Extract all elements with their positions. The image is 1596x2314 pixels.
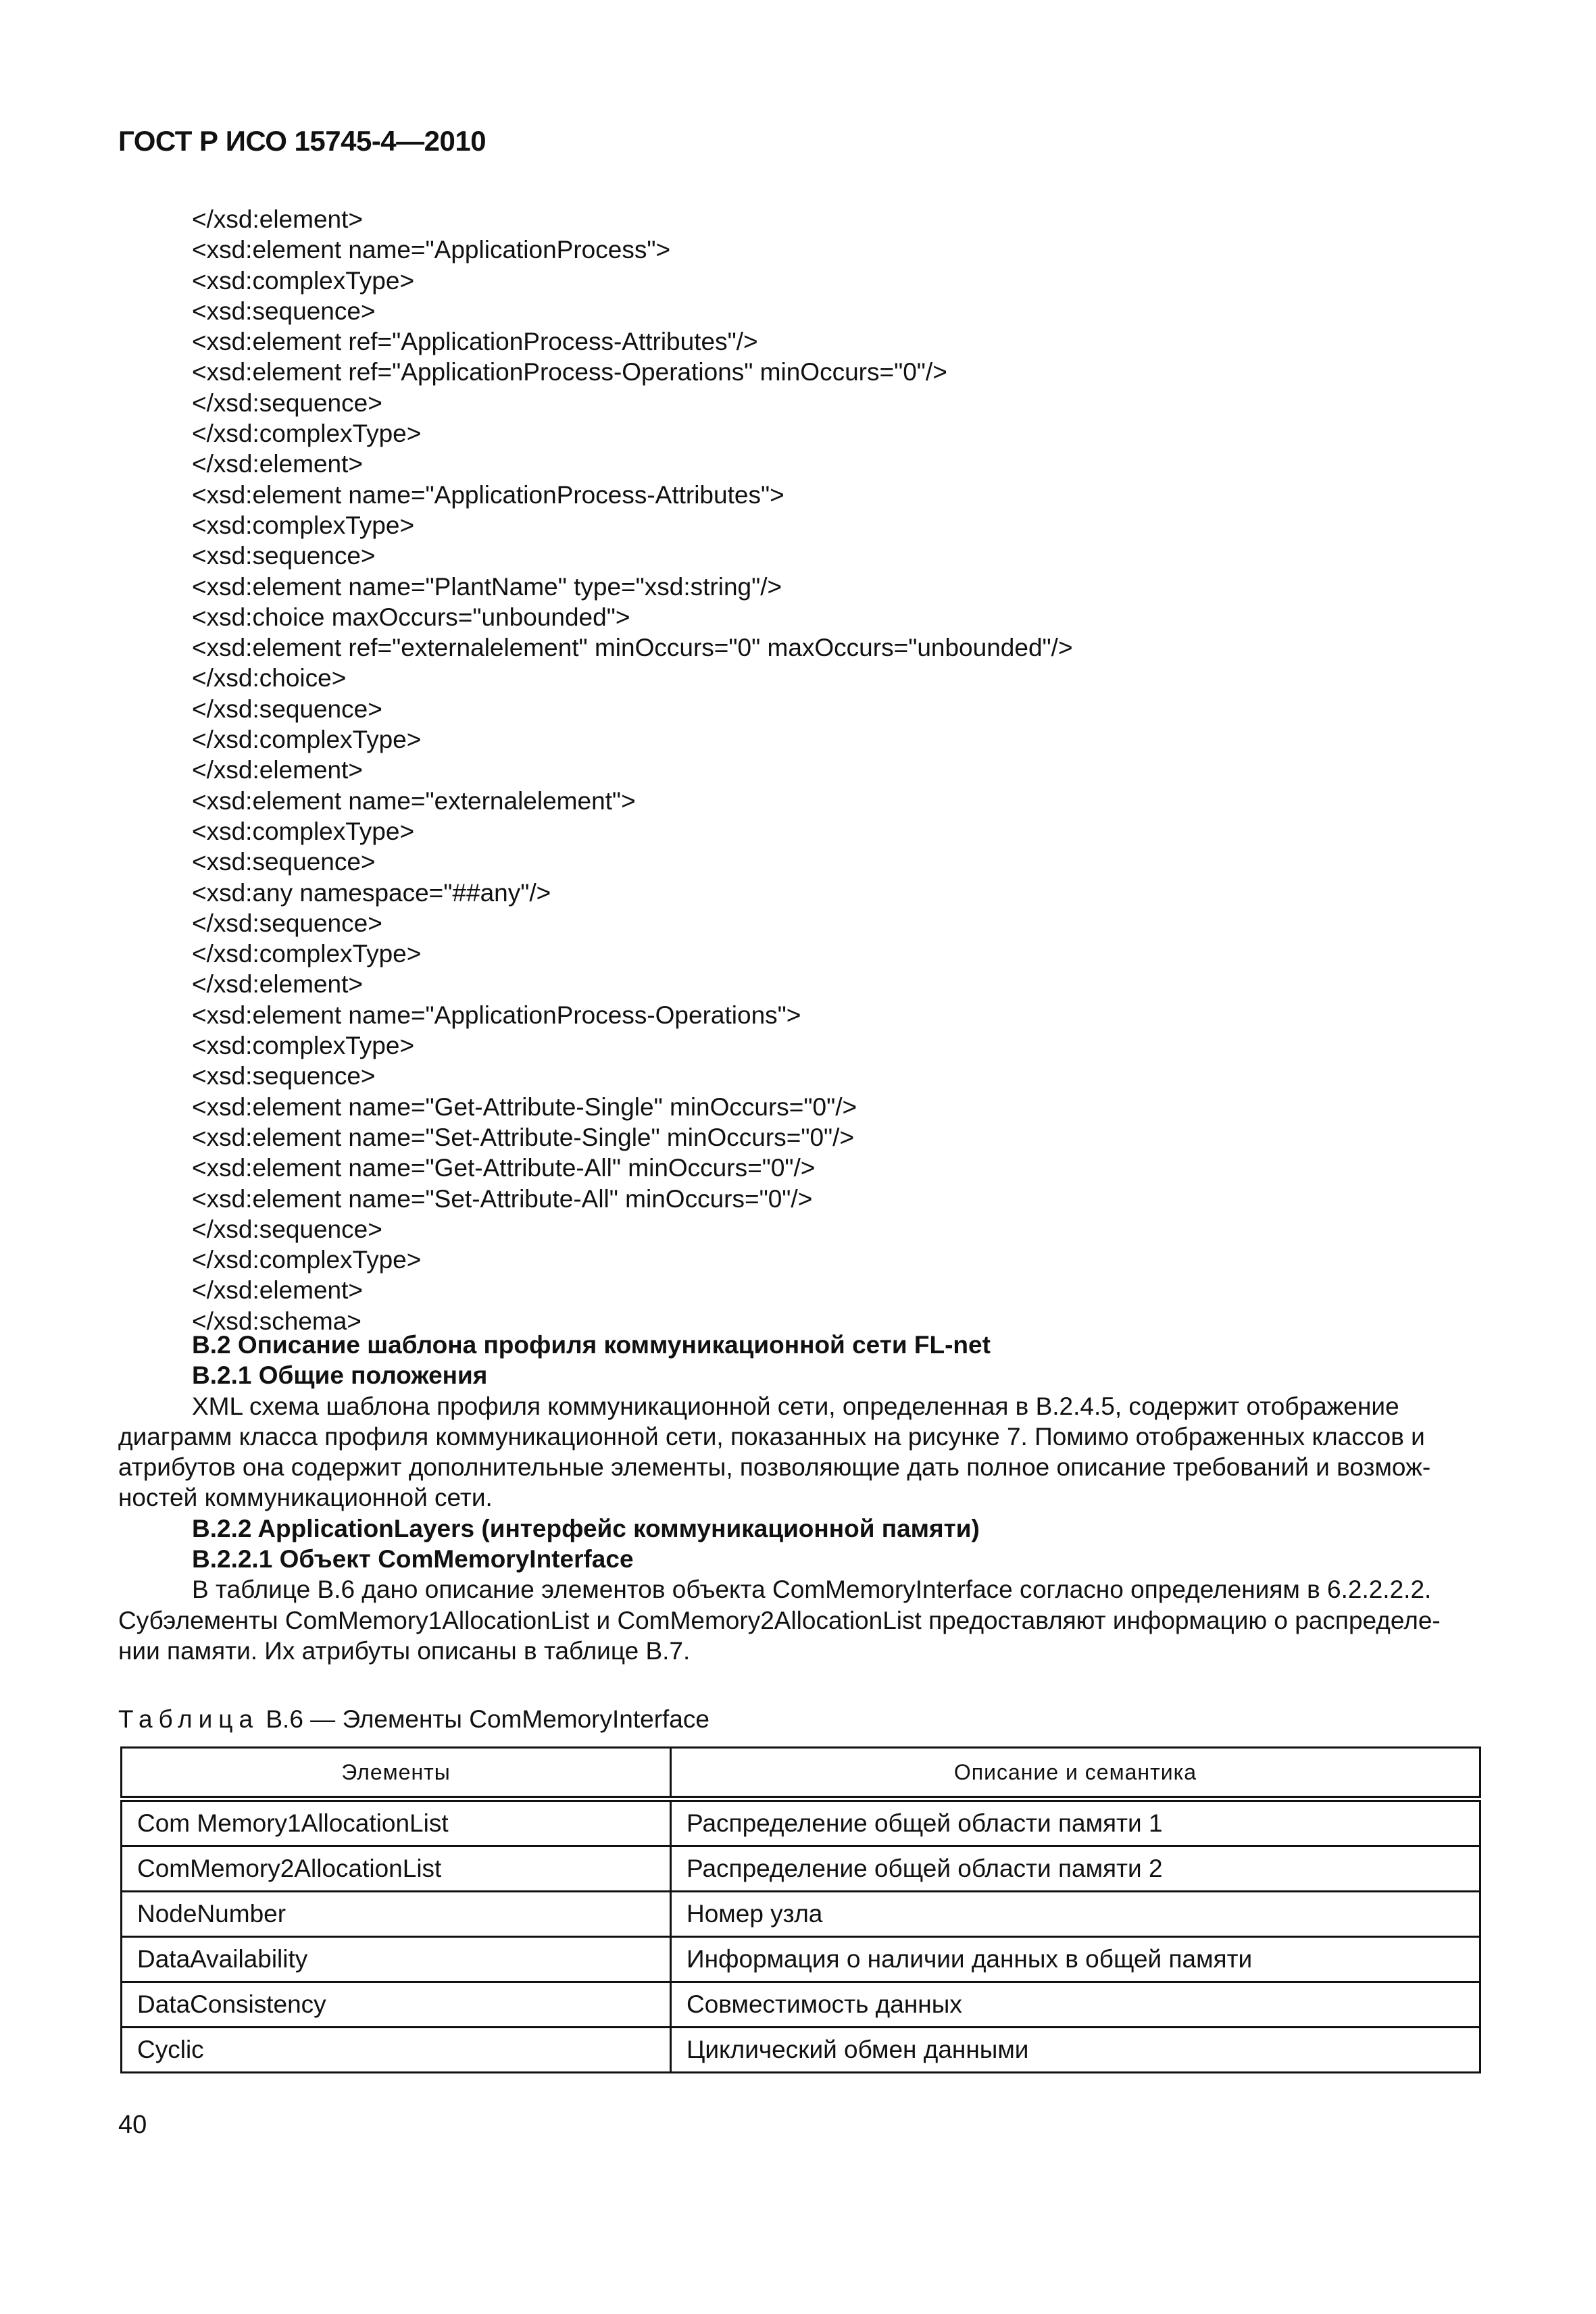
code-line: </xsd:sequence>: [192, 388, 382, 417]
table-cell: NodeNumber: [122, 1892, 671, 1937]
elements-table: [120, 1746, 1481, 2073]
paragraph-line: атрибутов она содержит дополнительные элементы, позволяющие дать полное описание требований и возмож-: [118, 1453, 1431, 1482]
code-line: </xsd:element>: [192, 756, 363, 784]
table-cell: DataConsistency: [122, 1982, 671, 2028]
column-header-elements: Элементы: [122, 1748, 671, 1799]
table-cell: Распределение общей области памяти 2: [671, 1846, 1480, 1892]
table-cell: Номер узла: [671, 1892, 1480, 1937]
table-cell: ComMemory2AllocationList: [122, 1846, 671, 1892]
code-line: </xsd:element>: [192, 450, 363, 478]
code-line: </xsd:complexType>: [192, 420, 422, 448]
code-line: <xsd:choice maxOccurs="unbounded">: [192, 603, 630, 631]
section-heading-b22: B.2.2 ApplicationLayers (интерфейс коммуникационной памяти): [192, 1514, 980, 1542]
table-row: [122, 1892, 1480, 1937]
paragraph-line: нии памяти. Их атрибуты описаны в таблице B.7.: [118, 1636, 691, 1665]
code-line: <xsd:element name="PlantName" type="xsd:string"/>: [192, 572, 782, 601]
code-line: <xsd:element name="Get-Attribute-Single" minOccurs="0"/>: [192, 1092, 857, 1121]
code-line: <xsd:element name="Set-Attribute-Single" minOccurs="0"/>: [192, 1123, 855, 1151]
code-line: </xsd:element>: [192, 205, 363, 233]
table-cell: Cyclic: [122, 2028, 671, 2073]
code-line: </xsd:element>: [192, 1276, 363, 1305]
code-line: </xsd:schema>: [192, 1307, 361, 1335]
code-line: </xsd:complexType>: [192, 726, 422, 754]
table-row: [122, 2028, 1480, 2073]
code-line: </xsd:choice>: [192, 664, 347, 693]
table-header-row: [122, 1748, 1480, 1799]
section-heading-b2: B.2 Описание шаблона профиля коммуникационной сети FL-net: [192, 1331, 991, 1359]
code-line: <xsd:element name="Set-Attribute-All" minOccurs="0"/>: [192, 1184, 813, 1213]
code-line: </xsd:complexType>: [192, 940, 422, 968]
table-caption: [118, 1705, 709, 1734]
code-line: <xsd:complexType>: [192, 511, 415, 539]
table-caption-title: B.6 — Элементы ComMemoryInterface: [259, 1705, 709, 1733]
code-line: <xsd:element ref="ApplicationProcess-Operations" minOccurs="0"/>: [192, 358, 947, 386]
code-line: <xsd:element ref="ApplicationProcess-Attributes"/>: [192, 328, 758, 356]
paragraph-line: ностей коммуникационной сети.: [118, 1484, 493, 1512]
code-line: <xsd:element name="ApplicationProcess">: [192, 236, 671, 264]
table-row: [122, 1982, 1480, 2028]
code-line: <xsd:complexType>: [192, 1032, 415, 1060]
table-caption-label: Таблица: [118, 1705, 259, 1733]
paragraph-b21: [118, 1391, 1481, 1513]
paragraph-line: XML схема шаблона профиля коммуникационной сети, определенная в B.2.4.5, содержит отображение: [192, 1392, 1399, 1420]
code-line: <xsd:element name="Get-Attribute-All" minOccurs="0"/>: [192, 1154, 816, 1182]
table-row: [122, 1799, 1480, 1846]
code-line: </xsd:complexType>: [192, 1246, 422, 1274]
code-line: <xsd:complexType>: [192, 817, 415, 845]
page-number: 40: [118, 2111, 147, 2139]
table-row: [122, 1846, 1480, 1892]
section-text: [118, 1330, 1481, 1666]
code-line: </xsd:sequence>: [192, 695, 382, 723]
table-cell: Циклический обмен данными: [671, 2028, 1480, 2073]
table-cell: Информация о наличии данных в общей памяти: [671, 1937, 1480, 1982]
code-line: </xsd:sequence>: [192, 909, 382, 937]
paragraph-b221: [118, 1574, 1481, 1666]
xsd-code-listing: [192, 204, 1073, 1336]
code-line: </xsd:element>: [192, 970, 363, 999]
table-cell: DataAvailability: [122, 1937, 671, 1982]
section-heading-b21: B.2.1 Общие положения: [192, 1361, 488, 1390]
table-cell: Com Memory1AllocationList: [122, 1799, 671, 1846]
code-line: <xsd:sequence>: [192, 848, 376, 876]
column-header-description: Описание и семантика: [671, 1748, 1480, 1799]
paragraph-line: В таблице B.6 дано описание элементов объекта ComMemoryInterface согласно определениям в 6.2.2.2.2.: [192, 1576, 1432, 1604]
code-line: <xsd:sequence>: [192, 297, 376, 325]
code-line: <xsd:element name="externalelement">: [192, 786, 636, 815]
table-cell: Совместимость данных: [671, 1982, 1480, 2028]
code-line: </xsd:sequence>: [192, 1215, 382, 1243]
paragraph-line: диаграмм класса профиля коммуникационной сети, показанных на рисунке 7. Помимо отображенных классов и: [118, 1422, 1425, 1451]
table-row: [122, 1937, 1480, 1982]
section-heading-b221: B.2.2.1 Объект ComMemoryInterface: [192, 1545, 634, 1574]
code-line: <xsd:element name="ApplicationProcess-Operations">: [192, 1001, 801, 1029]
document-header: ГОСТ Р ИСО 15745-4—2010: [118, 125, 487, 157]
code-line: <xsd:sequence>: [192, 542, 376, 570]
code-line: <xsd:any namespace="##any"/>: [192, 878, 551, 907]
code-line: <xsd:complexType>: [192, 266, 415, 295]
code-line: <xsd:element name="ApplicationProcess-Attributes">: [192, 480, 784, 509]
code-line: <xsd:element ref="externalelement" minOccurs="0" maxOccurs="unbounded"/>: [192, 634, 1073, 662]
code-line: <xsd:sequence>: [192, 1062, 376, 1090]
paragraph-line: Субэлементы ComMemory1AllocationList и ComMemory2AllocationList предоставляют информацию о распределе-: [118, 1606, 1441, 1634]
table-cell: Распределение общей области памяти 1: [671, 1799, 1480, 1846]
